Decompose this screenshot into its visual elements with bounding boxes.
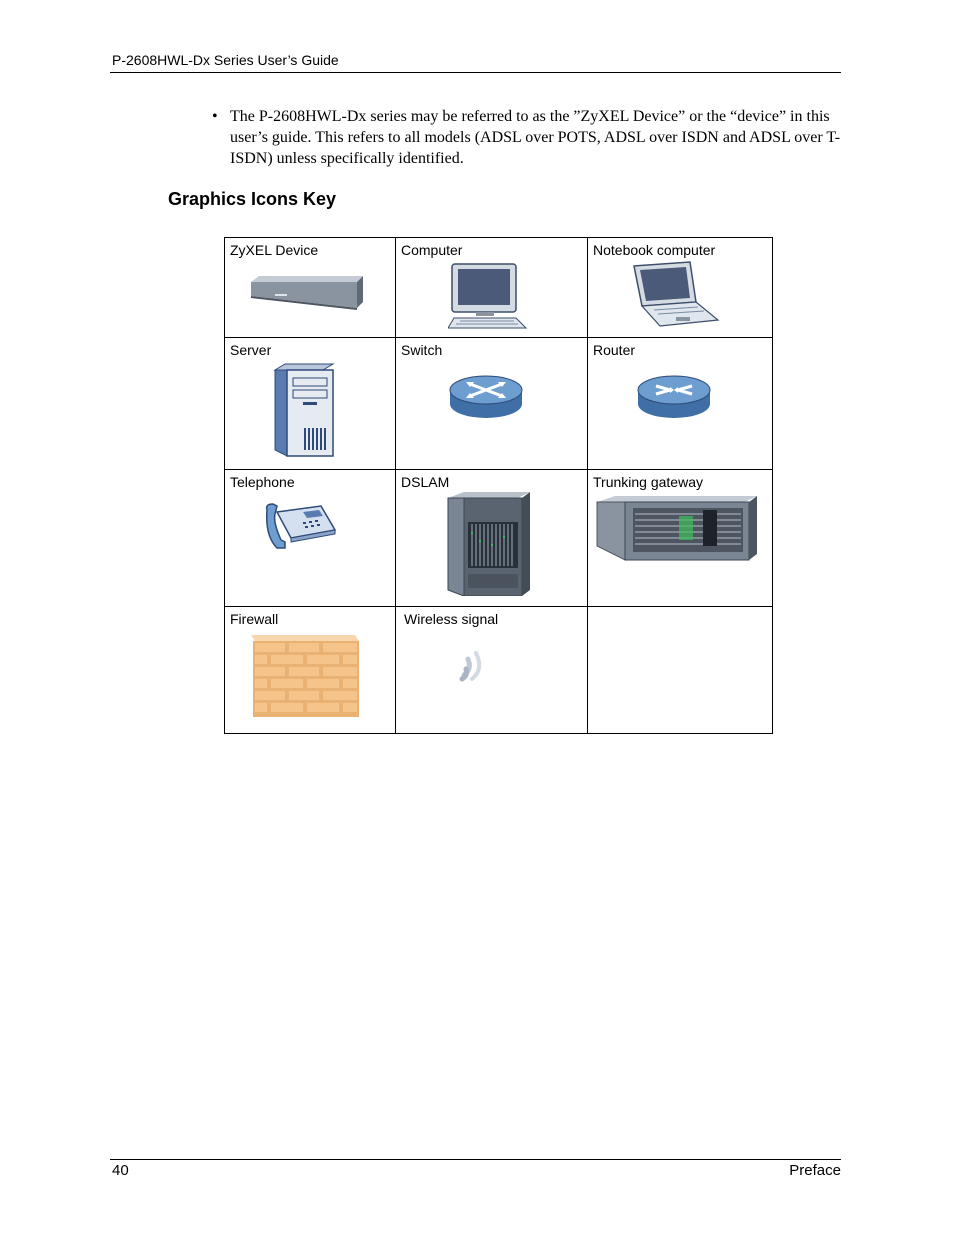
page-number: 40 (112, 1162, 129, 1179)
table-cell (225, 338, 396, 470)
document-header-title: P-2608HWL-Dx Series User’s Guide (112, 52, 339, 68)
header-rule (110, 72, 841, 73)
table-cell (225, 470, 396, 607)
cell-label: Router (593, 342, 636, 358)
bullet-mark: • (212, 108, 218, 125)
table-cell (396, 470, 588, 607)
cell-label: Computer (401, 242, 463, 258)
cell-label: Server (230, 342, 272, 358)
table-cell (588, 470, 773, 607)
table-row (225, 470, 773, 607)
cell-label: ZyXEL Device (230, 242, 319, 258)
trunking-gateway-icon (595, 496, 759, 562)
cell-label: DSLAM (401, 474, 450, 490)
switch-icon (448, 374, 524, 420)
table-cell (396, 338, 588, 470)
cell-label: Firewall (230, 611, 279, 627)
table-row (225, 238, 773, 338)
footer-section-name: Preface (789, 1162, 841, 1179)
empty-cell (588, 607, 773, 734)
telephone-icon (263, 502, 337, 550)
zyxel-device-icon (247, 274, 365, 314)
table-cell (225, 238, 396, 338)
table-row (225, 607, 773, 734)
server-icon (273, 362, 335, 458)
cell-label: Trunking gateway (593, 474, 703, 490)
footer-rule (110, 1159, 841, 1160)
table-cell (588, 238, 773, 338)
cell-label: Notebook computer (593, 242, 716, 258)
cell-label: Switch (401, 342, 443, 358)
dslam-icon (446, 492, 532, 596)
table-cell (588, 338, 773, 470)
firewall-icon (243, 635, 361, 719)
table-cell (396, 238, 588, 338)
graphics-icons-key-table (224, 237, 773, 734)
wireless-signal-icon (454, 649, 494, 687)
router-icon (636, 374, 712, 420)
table-cell (396, 607, 588, 734)
bullet-paragraph (212, 106, 842, 169)
notebook-computer-icon (632, 260, 720, 328)
table-row (225, 338, 773, 470)
section-heading: Graphics Icons Key (168, 189, 337, 209)
bullet-text: The P-2608HWL-Dx series may be referred to as the ”ZyXEL Device” or the “device” in this user’s guide. This refers to all models (ADSL over POTS, ADSL over ISDN and ADSL over T-ISDN) unless specifically identified. (230, 108, 841, 167)
table-cell (225, 607, 396, 734)
cell-label: Telephone (230, 474, 295, 490)
cell-label: Wireless signal (404, 611, 499, 627)
computer-icon (448, 262, 528, 330)
